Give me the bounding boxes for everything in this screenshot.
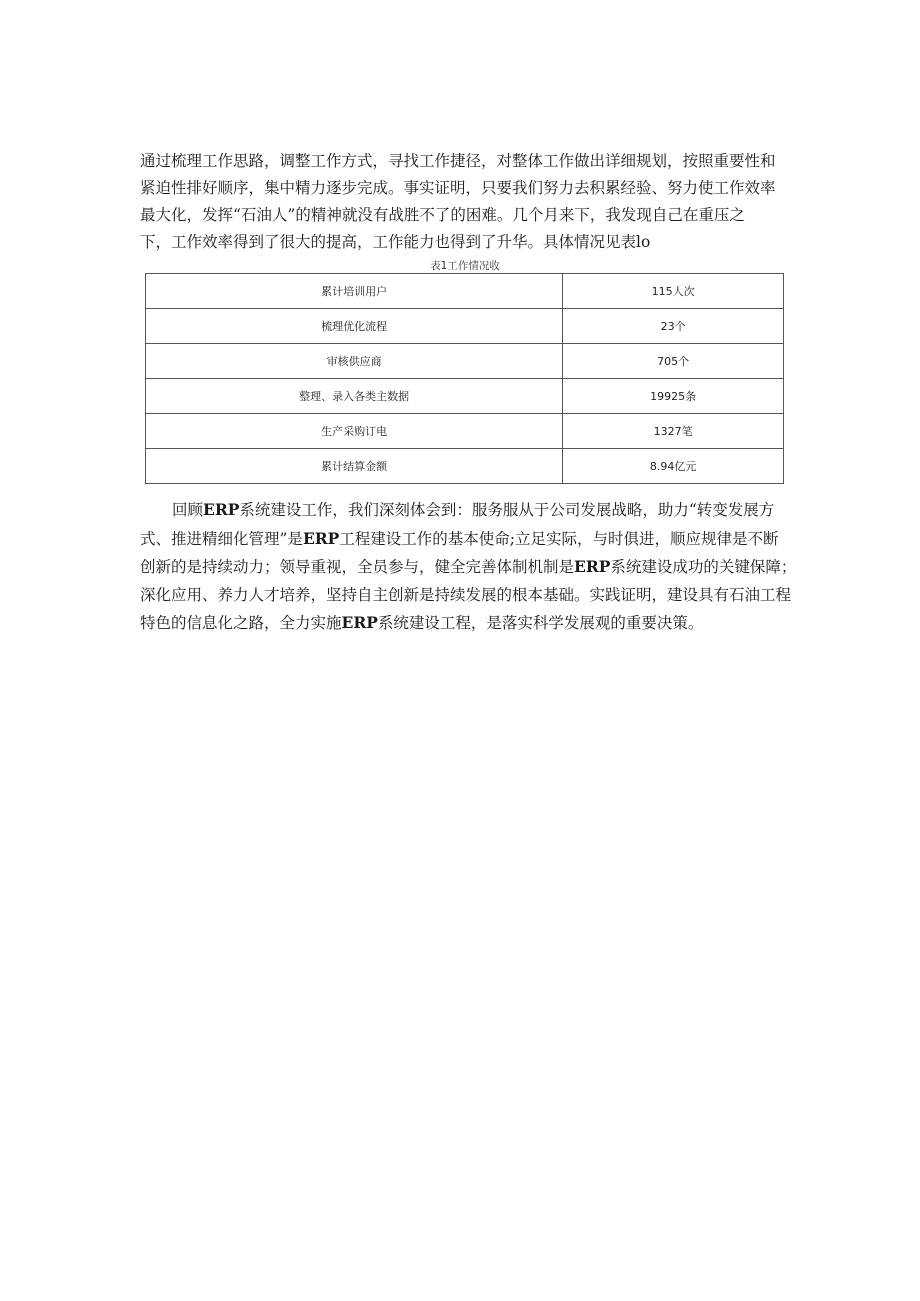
text-segment: 深化应用、养力人才培养，坚持自主创新是持续发展的根本基础。实践证明，建设具有石油工程 xyxy=(140,585,792,604)
table-cell-value: 705个 xyxy=(563,344,784,379)
text-segment-bold: ERP xyxy=(203,500,240,519)
paragraph-line xyxy=(140,525,790,554)
table-cell-label: 生产采购订电 xyxy=(146,414,563,449)
paragraph-line xyxy=(140,496,790,525)
table-cell-value: 19925条 xyxy=(563,379,784,414)
text-segment-bold: ERP xyxy=(574,557,611,576)
table-row xyxy=(146,414,784,449)
table-cell-label: 审核供应商 xyxy=(146,344,563,379)
text-segment-bold: ERP xyxy=(302,528,340,548)
text-segment: 工程建设工作的基本使命;立足实际，与时俱进，顺应规律是不断 xyxy=(339,529,779,548)
table-row xyxy=(146,379,784,414)
table-cell-label: 整理、录入各类主数据 xyxy=(146,379,563,414)
paragraph-review xyxy=(140,496,797,638)
paragraph-intro xyxy=(140,148,780,256)
text-segment: 创新的是持续动力；领导重视，全员参与，健全完善体制机制是 xyxy=(140,558,575,576)
text-segment: 回顾 xyxy=(172,501,204,519)
paragraph-line: 紧迫性排好顺序，集中精力逐步完成。事实证明，只要我们努力去积累经验、努力使工作效率 xyxy=(140,179,776,197)
paragraph-line: 最大化，发挥“石油人”的精神就没有战胜不了的困难。几个月来下，我发现自己在重压之 xyxy=(140,206,745,224)
table-cell-value: 23个 xyxy=(563,309,784,344)
paragraph-line: 下，工作效率得到了很大的提高，工作能力也得到了升华。具体情况见表lo xyxy=(140,233,651,251)
table-cell-label: 累计培训用户 xyxy=(146,274,563,309)
table-row xyxy=(146,449,784,484)
table-cell-label: 梳理优化流程 xyxy=(146,309,563,344)
text-segment: 系统建设工作，我们深刻体会到：服务服从于公司发展战略，助力“转变发展方 xyxy=(239,501,775,519)
text-segment: 特色的信息化之路，全力实施 xyxy=(140,614,342,632)
text-segment: 式、推进精细化管理”是 xyxy=(140,529,303,548)
table-cell-label: 累计结算金额 xyxy=(146,449,563,484)
text-segment: 系统建设成功的关键保障； xyxy=(610,558,797,576)
table-cell-value: 1327笔 xyxy=(563,414,784,449)
text-segment-bold: ERP xyxy=(341,613,378,632)
table-row xyxy=(146,309,784,344)
table-row xyxy=(146,274,784,309)
work-summary-table xyxy=(145,273,784,484)
paragraph-line xyxy=(140,609,790,638)
table-caption: 表1工作情况收 xyxy=(430,260,500,272)
text-segment: 系统建设工程，是落实科学发展观的重要决策。 xyxy=(377,614,704,632)
paragraph-line: 通过梳理工作思路，调整工作方式，寻找工作捷径，对整体工作做出详细规划，按照重要性和 xyxy=(140,152,776,170)
table-cell-value: 115人次 xyxy=(563,274,784,309)
table-cell-value: 8.94亿元 xyxy=(563,449,784,484)
paragraph-line xyxy=(140,553,797,582)
paragraph-line xyxy=(140,582,790,610)
table-row xyxy=(146,344,784,379)
